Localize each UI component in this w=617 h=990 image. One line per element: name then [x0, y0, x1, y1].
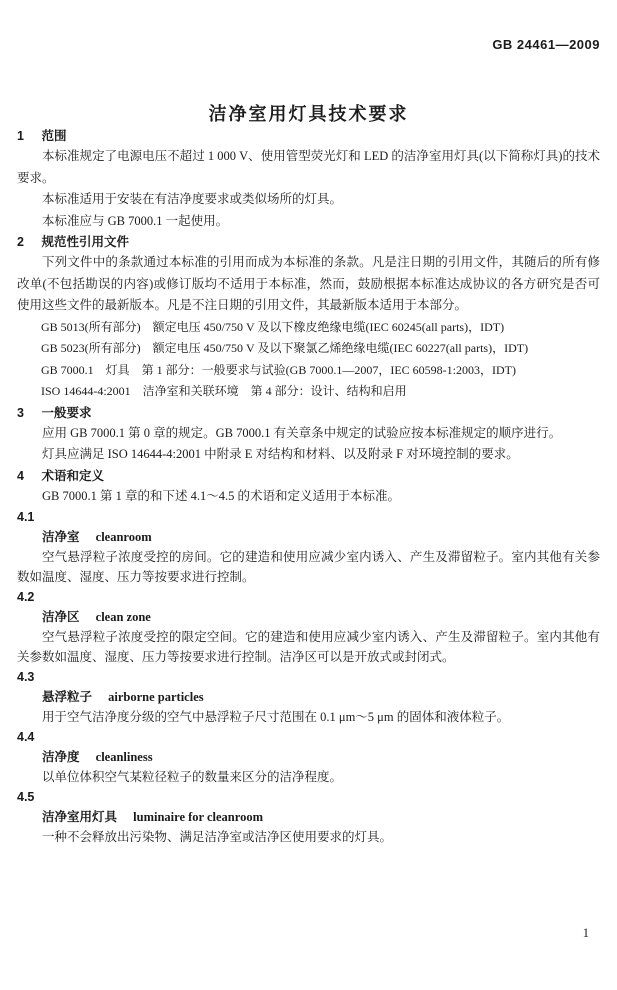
- definition-text: 空气悬浮粒子浓度受控的限定空间。它的建造和使用应减少室内诱入、产生及滞留粒子。室内其他有关参数如温度、湿度、压力等按要求进行控制。洁净区可以是开放式或封闭式。: [17, 630, 600, 664]
- definition-4-5: [17, 787, 600, 847]
- definition-number: 4.3: [17, 670, 35, 684]
- normative-reference: GB 5013(所有部分) 额定电压 450/750 V 及以下橡皮绝缘电缆(IEC 60245(all parts)，IDT): [41, 319, 505, 334]
- definition-term-zh: 洁净室用灯具: [42, 810, 118, 824]
- definition-text: 以单位体积空气某粒径粒子的数量来区分的洁净程度。: [42, 770, 343, 784]
- section-2-paragraph: 下列文件中的条款通过本标准的引用而成为本标准的条款。凡是注日期的引用文件，其随后的所有修改单(不包括勘误的内容)或修订版均不适用于本标准，然而，鼓励根据本标准达成协议的各方研究是否可使用这些文件的最新版本。凡是不注日期的引用文件，其最新版本适用于本部分。: [17, 255, 600, 312]
- section-4-title: 术语和定义: [41, 468, 104, 483]
- definition-term-en: luminaire for cleanroom: [133, 810, 263, 824]
- page-title: 洁净室用灯具技术要求: [208, 104, 409, 124]
- normative-reference: GB 7000.1 灯具 第 1 部分：一般要求与试验(GB 7000.1—2007，IEC 60598-1:2003，IDT): [41, 362, 516, 377]
- definition-term-line: [17, 527, 600, 547]
- normative-reference: ISO 14644-4:2001 洁净室和关联环境 第 4 部分：设计、结构和启用: [41, 384, 407, 398]
- section-2-title: 规范性引用文件: [41, 235, 129, 249]
- section-1-paragraph: 本标准应与 GB 7000.1 一起使用。: [42, 213, 229, 228]
- definition-number: 4.1: [17, 510, 35, 524]
- definition-term-en: cleanliness: [95, 750, 153, 764]
- definition-term-line: [17, 747, 600, 767]
- definition-term-zh: 洁净区: [42, 610, 80, 624]
- definition-term-en: cleanroom: [95, 530, 152, 544]
- section-4-heading: [17, 466, 600, 486]
- section-4-paragraph: GB 7000.1 第 1 章的和下述 4.1～4.5 的术语和定义适用于本标准。: [42, 488, 400, 503]
- section-3-heading: [17, 403, 600, 423]
- section-2-heading: [17, 232, 600, 252]
- definition-term-line: [17, 607, 600, 627]
- standard-code: GB 24461—2009: [492, 37, 600, 52]
- definition-term-line: [17, 687, 600, 707]
- definition-term-line: [17, 807, 600, 827]
- page-number: 1: [582, 926, 589, 940]
- definition-term-zh: 洁净室: [42, 530, 80, 544]
- document-body: [0, 126, 617, 847]
- section-1-heading: [17, 126, 600, 146]
- normative-reference: GB 5023(所有部分) 额定电压 450/750 V 及以下聚氯乙烯绝缘电缆(IEC 60227(all parts)，IDT): [41, 341, 529, 355]
- definition-text: 用于空气洁净度分级的空气中悬浮粒子尺寸范围在 0.1 μm～5 μm 的固体和液体粒子。: [42, 710, 510, 724]
- definition-text: 一种不会释放出污染物、满足洁净室或洁净区使用要求的灯具。: [42, 830, 393, 844]
- section-1-number: 1: [17, 129, 24, 143]
- section-1-paragraph: 本标准规定了电源电压不超过 1 000 V、使用管型荧光灯和 LED 的洁净室用灯具(以下简称灯具)的技术要求。: [17, 149, 600, 185]
- definition-number: 4.2: [17, 590, 35, 604]
- definition-number: 4.5: [17, 790, 35, 804]
- section-3-paragraph: 灯具应满足 ISO 14644-4:2001 中附录 E 对结构和材料、以及附录 F 对环境控制的要求。: [42, 447, 519, 461]
- section-3-title: 一般要求: [41, 405, 92, 420]
- definition-4-1: [17, 507, 600, 587]
- definition-4-4: [17, 727, 600, 787]
- section-1-paragraph: 本标准适用于安装在有洁净度要求或类似场所的灯具。: [42, 192, 343, 206]
- definition-term-zh: 洁净度: [42, 750, 80, 764]
- section-2-number: 2: [17, 235, 24, 249]
- section-3-paragraph: 应用 GB 7000.1 第 0 章的规定。GB 7000.1 有关章条中规定的试验应按本标准规定的顺序进行。: [42, 425, 562, 440]
- section-4-number: 4: [17, 468, 24, 483]
- section-3-number: 3: [17, 405, 24, 420]
- section-1-title: 范围: [41, 129, 67, 143]
- definition-4-3: [17, 667, 600, 727]
- definition-term-en: clean zone: [95, 610, 151, 624]
- definition-text: 空气悬浮粒子浓度受控的房间。它的建造和使用应减少室内诱入、产生及滞留粒子。室内其他有关参数如温度、湿度、压力等按要求进行控制。: [17, 550, 600, 584]
- definition-number: 4.4: [17, 730, 35, 744]
- definition-term-zh: 悬浮粒子: [42, 690, 93, 704]
- definition-4-2: [17, 587, 600, 667]
- definition-term-en: airborne particles: [108, 690, 204, 704]
